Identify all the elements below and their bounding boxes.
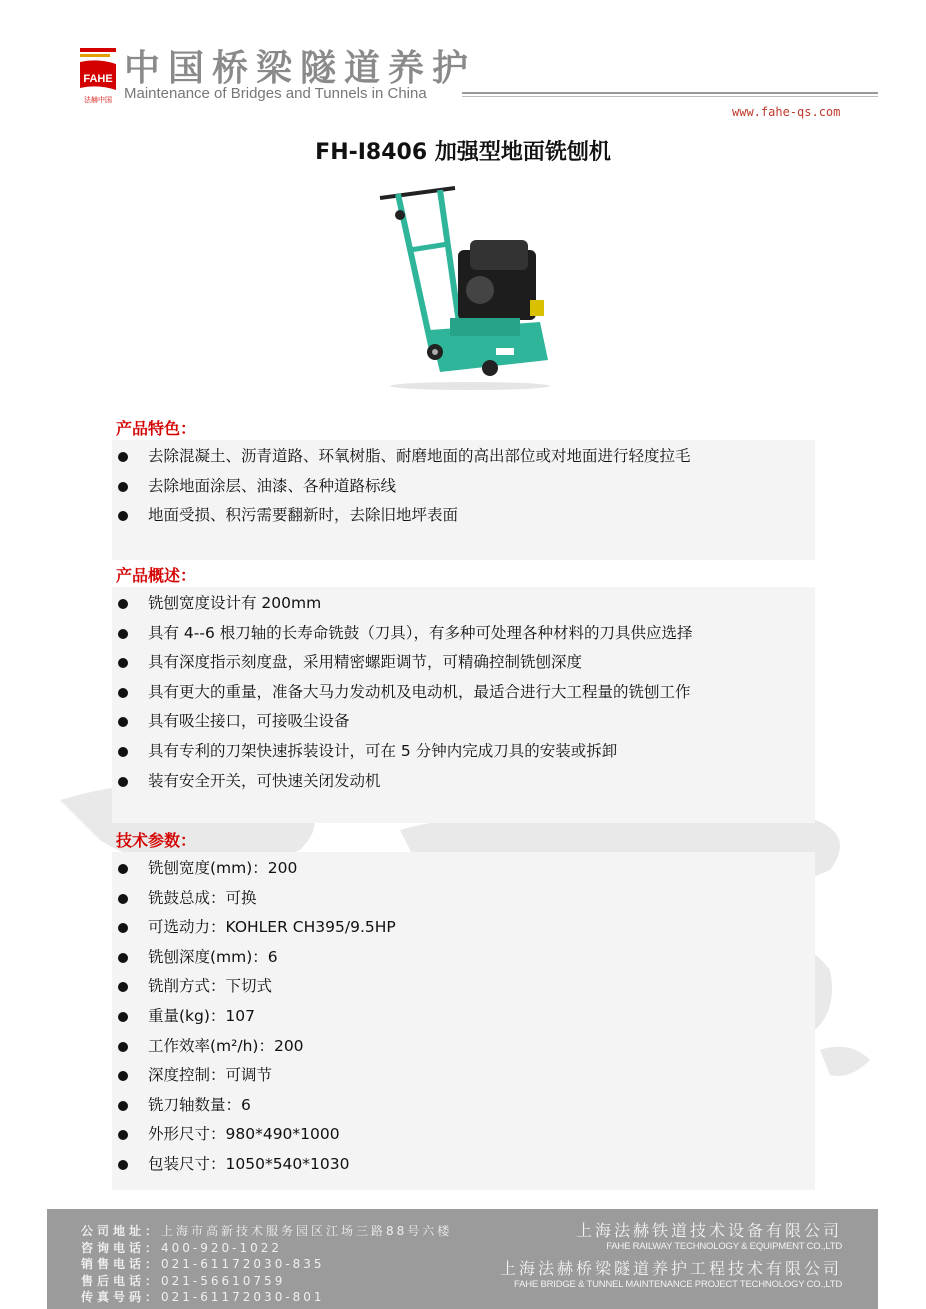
- bullet-icon: [118, 658, 128, 668]
- bullet-icon: [118, 1160, 128, 1170]
- page-title: FH-I8406 加强型地面铣刨机: [315, 140, 611, 165]
- list-item: 可选动力：KOHLER CH395/9.5HP: [112, 913, 815, 943]
- list-item: 具有深度指示刻度盘，采用精密螺距调节，可精确控制铣刨深度: [112, 648, 815, 678]
- bullet-icon: [118, 482, 128, 492]
- list-item: 去除混凝土、沥青道路、环氧树脂、耐磨地面的高出部位或对地面进行轻度拉毛: [112, 442, 815, 472]
- section-body: [112, 587, 815, 823]
- list-item: 外形尺寸：980*490*1000: [112, 1120, 815, 1150]
- bullet-icon: [118, 982, 128, 992]
- bullet-icon: [118, 452, 128, 462]
- bullet-icon: [118, 1101, 128, 1111]
- bullet-icon: [118, 1130, 128, 1140]
- list-item: 铣刨宽度(mm)：200: [112, 854, 815, 884]
- section-body: [112, 440, 815, 560]
- list-item: 地面受损、积污需要翻新时，去除旧地坪表面: [112, 501, 815, 531]
- list-item: 铣刀轴数量：6: [112, 1091, 815, 1121]
- bullet-icon: [118, 923, 128, 933]
- bullet-icon: [118, 688, 128, 698]
- list-item: 铣鼓总成：可换: [112, 884, 815, 914]
- list-item: 包装尺寸：1050*540*1030: [112, 1150, 815, 1180]
- bullet-icon: [118, 511, 128, 521]
- bullet-icon: [118, 717, 128, 727]
- svg-text:法赫中国: 法赫中国: [84, 96, 112, 104]
- bullet-icon: [118, 777, 128, 787]
- website-url[interactable]: www.fahe-qs.com: [732, 105, 841, 119]
- contact-row: 公司地址：上海市高新技术服务园区江场三路88号六楼: [81, 1224, 453, 1238]
- list-item: 具有 4--6 根刀轴的长寿命铣鼓（刀具），有多种可处理各种材料的刀具供应选择: [112, 619, 815, 649]
- contact-info: [81, 1223, 452, 1306]
- fahe-logo-icon: [78, 44, 118, 108]
- bullet-icon: [118, 953, 128, 963]
- contact-row: 咨询电话：400-920-1022: [81, 1240, 283, 1255]
- header-divider: [462, 92, 878, 94]
- list-item: 具有专利的刀架快速拆装设计，可在 5 分钟内完成刀具的安装或拆卸: [112, 737, 815, 767]
- list-item: 铣削方式：下切式: [112, 972, 815, 1002]
- list-item: 铣刨宽度设计有 200mm: [112, 589, 815, 619]
- contact-row: 传真号码：021-61172030-801: [81, 1290, 325, 1304]
- specs-section: [112, 830, 815, 1190]
- bullet-icon: [118, 599, 128, 609]
- section-body: [112, 852, 815, 1190]
- features-section: [112, 418, 815, 560]
- list-item: 深度控制：可调节: [112, 1061, 815, 1091]
- brand-name-en: Maintenance of Bridges and Tunnels in China: [124, 85, 427, 102]
- contact-row: 售后电话：021-56610759: [81, 1273, 286, 1288]
- company1-name-en: FAHE RAILWAY TECHNOLOGY & EQUIPMENT CO.,LTD: [606, 1241, 842, 1252]
- bullet-icon: [118, 894, 128, 904]
- company2-name-cn: 上海法赫桥梁隧道养护工程技术有限公司: [499, 1259, 842, 1278]
- list-item: 具有吸尘接口，可接吸尘设备: [112, 707, 815, 737]
- company1-name-cn: 上海法赫铁道技术设备有限公司: [575, 1221, 842, 1240]
- list-item: 具有更大的重量，准备大马力发动机及电动机，最适合进行大工程量的铣刨工作: [112, 678, 815, 708]
- milling-machine-image: [370, 180, 570, 392]
- section-title: 产品概述：: [116, 566, 197, 585]
- section-title: 产品特色：: [116, 419, 197, 438]
- contact-row: 销售电话：021-61172030-835: [81, 1257, 325, 1271]
- bullet-icon: [118, 629, 128, 639]
- bullet-icon: [118, 1071, 128, 1081]
- brand-name-cn: 中国桥梁隧道养护: [124, 48, 477, 89]
- list-item: 装有安全开关，可快速关闭发动机: [112, 767, 815, 797]
- list-item: 去除地面涂层、油漆、各种道路标线: [112, 472, 815, 502]
- bullet-icon: [118, 1012, 128, 1022]
- section-title: 技术参数：: [116, 831, 197, 850]
- bullet-icon: [118, 864, 128, 874]
- company-names: [500, 1221, 842, 1291]
- bullet-icon: [118, 1042, 128, 1052]
- list-item: 工作效率(m²/h)：200: [112, 1032, 815, 1062]
- header-divider-thin: [462, 96, 878, 97]
- overview-section: [112, 565, 815, 823]
- bullet-icon: [118, 747, 128, 757]
- list-item: 铣刨深度(mm)：6: [112, 943, 815, 973]
- svg-text:FAHE: FAHE: [83, 73, 113, 85]
- footer: [47, 1209, 878, 1309]
- list-item: 重量(kg)：107: [112, 1002, 815, 1032]
- company2-name-en: FAHE BRIDGE & TUNNEL MAINTENANCE PROJECT TECHNOLOGY CO.,LTD: [514, 1279, 842, 1290]
